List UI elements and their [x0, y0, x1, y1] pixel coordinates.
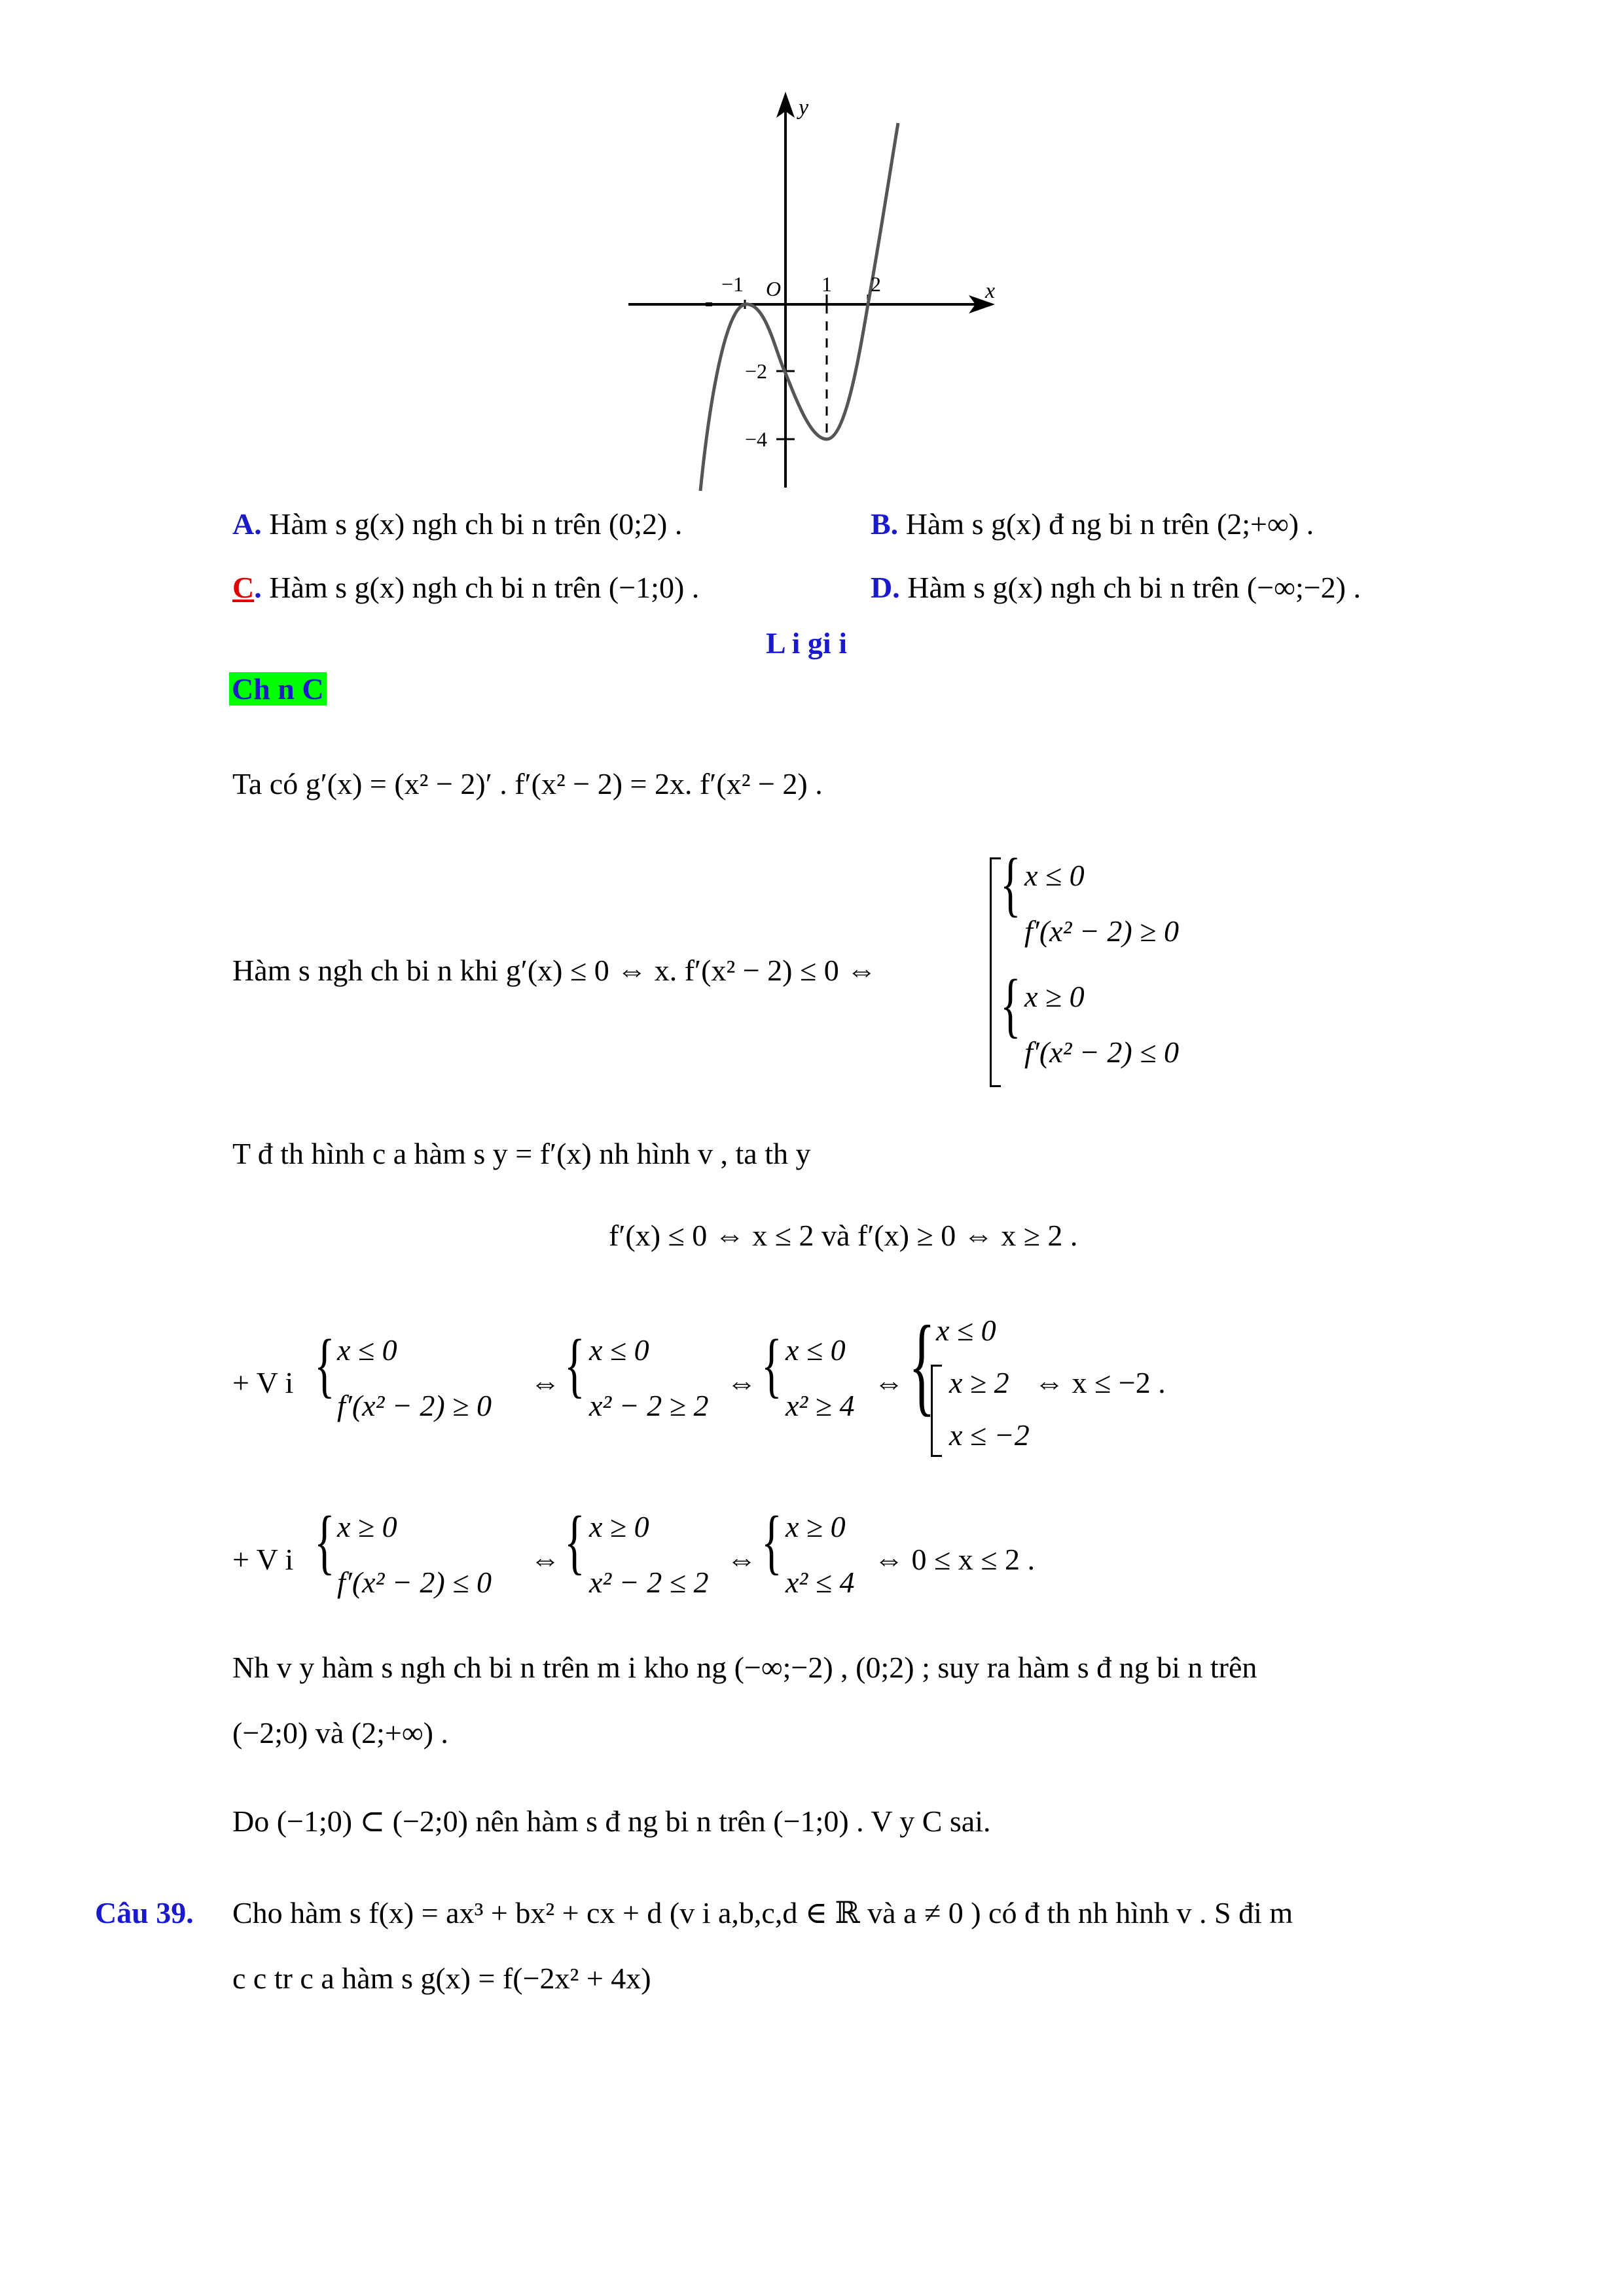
- option-c-dot: .: [254, 571, 262, 604]
- case2-result: ⇔ 0 ≤ x ≤ 2 .: [874, 1543, 1035, 1576]
- conclusion-3: Do (−1;0) ⊂ (−2;0) nên hàm s đ ng bi n trên (−1;0) . V y C sai.: [232, 1804, 991, 1838]
- case1-brace-2: {: [564, 1325, 585, 1405]
- question-39-line2: c c tr c a hàm s g(x) = f(−2x² + 4x): [232, 1962, 651, 1995]
- or-bracket: [990, 857, 1001, 1087]
- case2-s1b: f′(x² − 2) ≤ 0: [337, 1566, 492, 1599]
- case1-s1a: x ≤ 0: [337, 1333, 397, 1367]
- y-tick-label-neg2: −2: [745, 359, 768, 383]
- case2-s2a: x ≥ 0: [589, 1510, 649, 1543]
- solution-title: L i gi i: [766, 626, 847, 660]
- case1-result: ⇔ x ≤ −2 .: [1034, 1366, 1166, 1399]
- case1-s2b: x² − 2 ≥ 2: [589, 1389, 709, 1422]
- case2-s1a: x ≥ 0: [337, 1510, 397, 1543]
- case1-s4c: x ≤ −2: [949, 1418, 1030, 1452]
- option-a-label: A.: [232, 507, 262, 541]
- option-b-label: B.: [871, 507, 899, 541]
- case2-s3b: x² ≤ 4: [785, 1566, 855, 1599]
- sys1-c: x ≥ 0: [1024, 980, 1085, 1013]
- derivative-graph: [628, 92, 1008, 497]
- case2-brace-3: {: [761, 1501, 782, 1581]
- case1-or-bracket: [931, 1365, 942, 1457]
- sys1-d: f′(x² − 2) ≤ 0: [1024, 1035, 1179, 1069]
- x-tick-label-neg1: −1: [721, 272, 744, 296]
- case1-iff-1: ⇔: [530, 1366, 560, 1399]
- derivative-line: Ta có g′(x) = (x² − 2)′ . f′(x² − 2) = 2x. f′(x² − 2) .: [232, 767, 823, 800]
- answer-choice-badge: Ch n C: [229, 672, 327, 706]
- case1-s3a: x ≤ 0: [785, 1333, 846, 1367]
- question-39-label: Câu 39.: [95, 1896, 194, 1929]
- case1-iff-3: ⇔: [874, 1366, 904, 1399]
- answer-choice: [229, 671, 327, 708]
- option-a: [232, 506, 682, 543]
- case1-s4b: x ≥ 2: [949, 1366, 1009, 1399]
- origin-label: O: [766, 277, 782, 300]
- option-a-text: Hàm s g(x) ngh ch bi n trên (0;2) .: [269, 507, 683, 541]
- case2-iff-2: ⇔: [727, 1543, 757, 1576]
- case2-iff-1: ⇔: [530, 1543, 560, 1576]
- option-d: [871, 569, 1361, 606]
- case1-s1b: f′(x² − 2) ≥ 0: [337, 1389, 492, 1422]
- case1-lead: + V i: [232, 1366, 294, 1399]
- condition-lead: Hàm s ngh ch bi n khi g′(x) ≤ 0 ⇔ x. f′(x² − 2) ≤ 0 ⇔: [232, 954, 877, 987]
- case1-brace-1: {: [314, 1325, 335, 1405]
- option-c-label: C: [232, 571, 255, 604]
- option-c-text: Hàm s g(x) ngh ch bi n trên (−1;0) .: [269, 571, 700, 604]
- option-d-text: Hàm s g(x) ngh ch bi n trên (−∞;−2) .: [907, 571, 1361, 604]
- case2-lead: + V i: [232, 1543, 294, 1576]
- x-axis-label: x: [985, 279, 996, 303]
- case1-iff-2: ⇔: [727, 1366, 757, 1399]
- case2-s3a: x ≥ 0: [785, 1510, 846, 1543]
- case1-brace-4: {: [909, 1303, 935, 1426]
- case1-s4a: x ≤ 0: [936, 1314, 996, 1347]
- sys1-b: f′(x² − 2) ≥ 0: [1024, 914, 1179, 948]
- conclusion-1: Nh v y hàm s ngh ch bi n trên m i kho ng (−∞;−2) , (0;2) ; suy ra hàm s đ ng bi n trên: [232, 1651, 1257, 1684]
- option-b: [871, 506, 1314, 543]
- brace-2: {: [1000, 965, 1021, 1045]
- case2-brace-2: {: [564, 1501, 585, 1581]
- sign-conclusion: f′(x) ≤ 0 ⇔ x ≤ 2 và f′(x) ≥ 0 ⇔ x ≥ 2 .: [609, 1219, 1078, 1252]
- x-tick-label-2: 2: [871, 272, 881, 296]
- option-c: [232, 569, 699, 606]
- option-b-text: Hàm s g(x) đ ng bi n trên (2;+∞) .: [905, 507, 1314, 541]
- conclusion-2: (−2;0) và (2;+∞) .: [232, 1716, 448, 1749]
- curve-f-prime: [700, 123, 898, 491]
- y-tick-label-neg4: −4: [745, 427, 768, 451]
- case1-brace-3: {: [761, 1325, 782, 1405]
- question-39-line1: Cho hàm s f(x) = ax³ + bx² + cx + d (v i a,b,c,d ∈ ℝ và a ≠ 0 ) có đ th nh hình v . S đi m: [232, 1896, 1293, 1929]
- x-tick-label-1: 1: [821, 272, 832, 296]
- brace-1: {: [1000, 844, 1021, 924]
- case1-s3b: x² ≥ 4: [785, 1389, 855, 1422]
- option-d-label: D.: [871, 571, 900, 604]
- y-axis-label: y: [799, 96, 809, 120]
- sys1-a: x ≤ 0: [1024, 859, 1085, 892]
- case2-s2b: x² − 2 ≤ 2: [589, 1566, 709, 1599]
- case2-brace-1: {: [314, 1501, 335, 1581]
- case1-s2a: x ≤ 0: [589, 1333, 649, 1367]
- graph-reading: T đ th hình c a hàm s y = f′(x) nh hình v , ta th y: [232, 1137, 811, 1170]
